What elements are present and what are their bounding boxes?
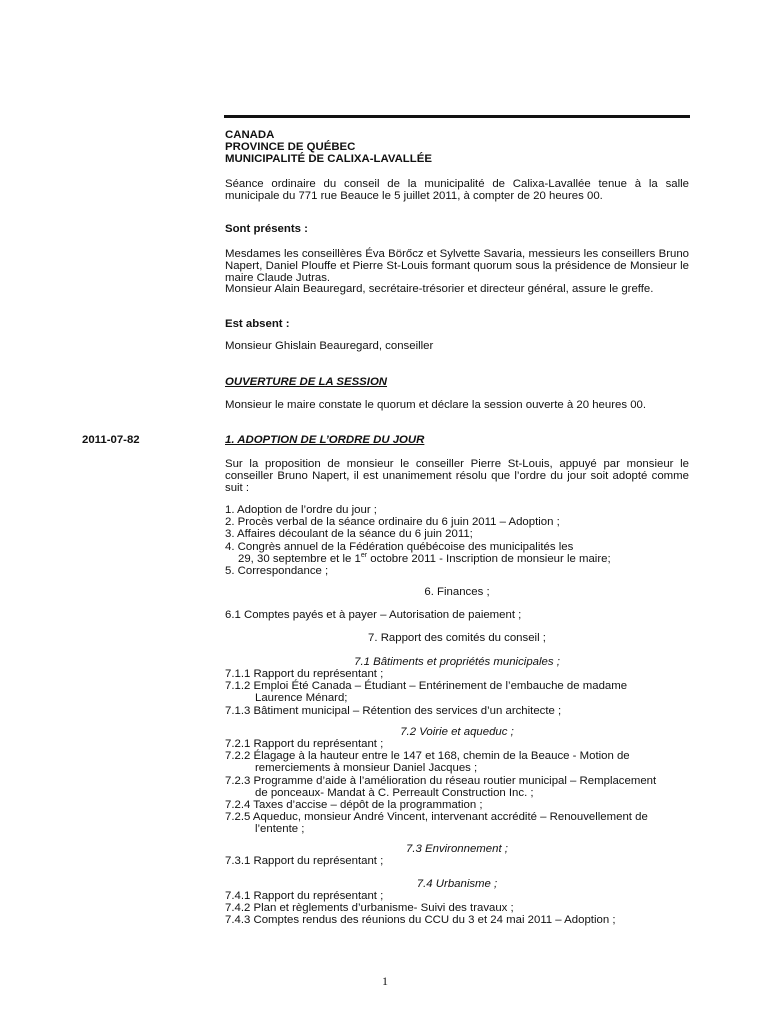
absent-text: Monsieur Ghislain Beauregard, conseiller — [225, 340, 434, 352]
present-text: Mesdames les conseillères Éva Börőcz et Sylvette Savaria, messieurs les conseillers Bruno Napert, Daniel Plouffe et Pierre St-Louis formant quorum sous la présidence de Monsieur le maire Claude Jutras. — [225, 248, 689, 285]
present-heading: Sont présents : — [225, 223, 308, 235]
session-heading: OUVERTURE DE LA SESSION — [225, 376, 388, 388]
subsection-urbanism: 7.4 Urbanisme ; — [416, 878, 498, 890]
list-item: 3. Affaires découlant de la séance du 6 juin 2011; — [225, 528, 473, 541]
subsection-roads: 7.2 Voirie et aqueduc ; — [400, 726, 514, 738]
list-item: 7.2.1 Rapport du représentant ; — [225, 738, 384, 750]
list-item: l’entente ; — [255, 823, 305, 836]
superscript: er — [360, 552, 368, 560]
list-item: 1. Adoption de l’ordre du jour ; — [225, 504, 377, 516]
subsection-environment: 7.3 Environnement ; — [406, 843, 508, 855]
resolution-text: Sur la proposition de monsieur le conseiller Pierre St-Louis, appuyé par monsieur le conseiller Bruno Napert, il est unanimement résolu que l’ordre du jour soit adopté comme suit : — [225, 458, 689, 495]
list-item: de ponceaux- Mandat à C. Perreault Construction Inc. ; — [255, 786, 534, 799]
agenda-list-1 — [225, 504, 689, 577]
list-item: 6.1 Comptes payés et à payer – Autorisation de paiement ; — [225, 609, 522, 621]
secretary-text: Monsieur Alain Beauregard, secrétaire-trésorier et directeur général, assure le greffe. — [225, 283, 654, 295]
header-municipality: MUNICIPALITÉ DE CALIXA-LAVALLÉE — [225, 153, 432, 166]
agenda-list-7-1 — [225, 668, 689, 717]
list-item: 5. Correspondance ; — [225, 565, 329, 578]
list-item: 7.1.2 Emploi Été Canada – Étudiant – Entérinement de l’embauche de madame — [225, 680, 628, 693]
section-committees: 7. Rapport des comités du conseil ; — [368, 632, 546, 644]
list-item: 7.1.3 Bâtiment municipal – Rétention des services d’un architecte ; — [225, 704, 562, 717]
document-header — [225, 129, 689, 166]
list-item — [225, 553, 689, 565]
list-item: 7.2.4 Taxes d’accise – dépôt de la programmation ; — [225, 799, 483, 812]
list-item: remerciements à monsieur Daniel Jacques ; — [255, 762, 478, 775]
agenda-list-7-4 — [225, 890, 689, 927]
list-item: 7.2.2 Élagage à la hauteur entre le 147 et 168, chemin de la Beauce - Motion de — [225, 750, 630, 763]
list-item: 7.4.1 Rapport du représentant ; — [225, 890, 384, 902]
intro-paragraph: Séance ordinaire du conseil de la municipalité de Calixa-Lavallée tenue à la salle municipale du 771 rue Beauce le 5 juillet 2011, à compter de 20 heures 00. — [225, 178, 689, 203]
list-item: 4. Congrès annuel de la Fédération québécoise des municipalités les — [225, 540, 574, 553]
list-item-text: octobre 2011 - Inscription de monsieur le maire; — [367, 552, 611, 565]
header-country: CANADA — [225, 129, 275, 141]
list-item: 7.3.1 Rapport du représentant ; — [225, 855, 384, 867]
header-rule — [224, 115, 690, 118]
resolution-number: 2011-07-82 — [82, 434, 140, 446]
list-item: 7.4.2 Plan et règlements d’urbanisme- Suivi des travaux ; — [225, 902, 514, 915]
section-finances: 6. Finances ; — [424, 586, 490, 598]
list-item: Laurence Ménard; — [255, 692, 348, 705]
resolution-heading: 1. ADOPTION DE L’ORDRE DU JOUR — [225, 434, 425, 446]
list-item: 2. Procès verbal de la séance ordinaire du 6 juin 2011 – Adoption ; — [225, 516, 560, 529]
list-item-text: 29, 30 septembre et le 1 — [238, 552, 361, 565]
list-item: 7.2.5 Aqueduc, monsieur André Vincent, intervenant accrédité – Renouvellement de — [225, 811, 648, 824]
subsection-buildings: 7.1 Bâtiments et propriétés municipales ; — [354, 656, 560, 668]
agenda-list-7-2 — [225, 738, 689, 836]
session-text: Monsieur le maire constate le quorum et déclare la session ouverte à 20 heures 00. — [225, 399, 647, 411]
page-number: 1 — [382, 974, 388, 988]
header-province: PROVINCE DE QUÉBEC — [225, 141, 356, 154]
list-item: 7.4.3 Comptes rendus des réunions du CCU du 3 et 24 mai 2011 – Adoption ; — [225, 914, 616, 927]
absent-heading: Est absent : — [225, 318, 290, 330]
list-item: 7.2.3 Programme d’aide à l’amélioration du réseau routier municipal – Remplacement — [225, 774, 657, 787]
list-item: 7.1.1 Rapport du représentant ; — [225, 668, 384, 680]
